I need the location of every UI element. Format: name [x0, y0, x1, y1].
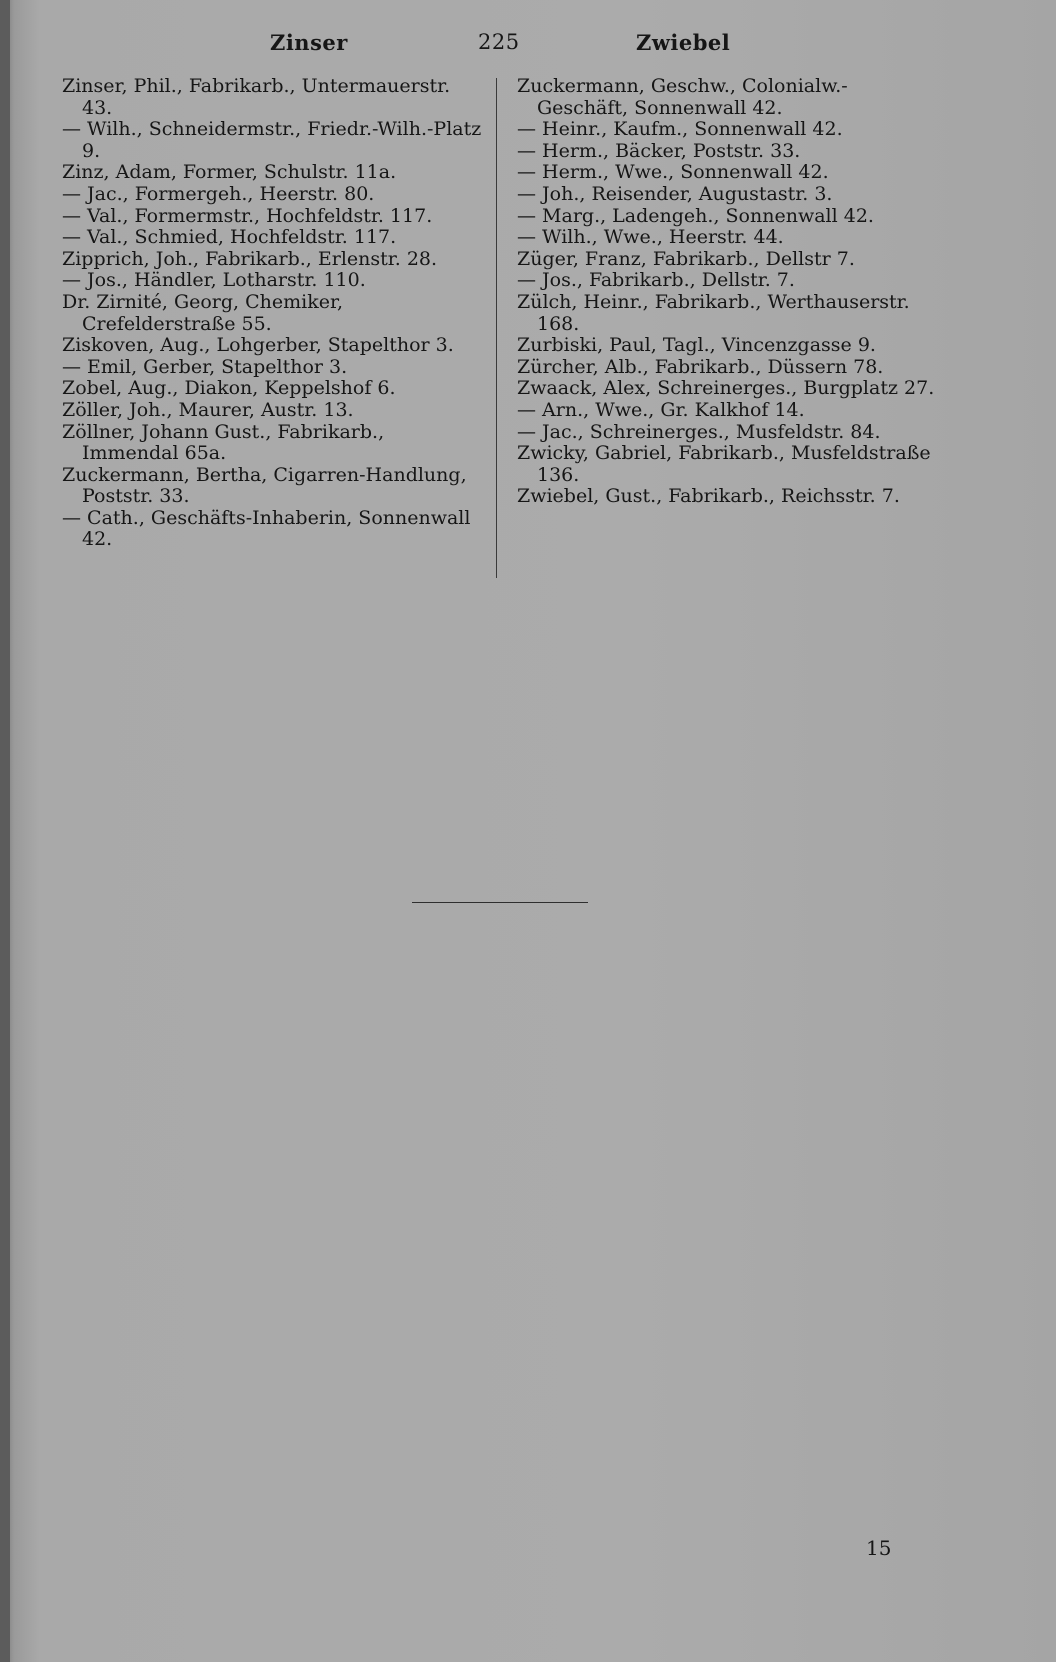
- directory-entry: — Arn., Wwe., Gr. Kalkhof 14.: [517, 398, 805, 421]
- directory-entry: — Val., Schmied, Hochfeldstr. 117.: [62, 226, 397, 249]
- directory-entry: Zürcher, Alb., Fabrikarb., Düssern 78.: [517, 355, 884, 378]
- section-end-rule: [412, 902, 588, 903]
- left-column: [62, 76, 484, 551]
- directory-entry: Ziskoven, Aug., Lohgerber, Stapelthor 3.: [62, 334, 454, 357]
- directory-entry: Zuckermann, Geschw., Colonialw.-Geschäft, Sonnenwall 42.: [517, 75, 848, 119]
- page-header: [60, 30, 990, 62]
- directory-entry: Züger, Franz, Fabrikarb., Dellstr 7.: [517, 247, 855, 270]
- directory-entry: Zwiebel, Gust., Fabrikarb., Reichsstr. 7.: [517, 485, 900, 508]
- directory-entry: — Jac., Formergeh., Heerstr. 80.: [62, 182, 375, 205]
- directory-entry: Zobel, Aug., Diakon, Keppelshof 6.: [62, 377, 396, 400]
- column-divider: [496, 78, 497, 578]
- header-left-keyword: Zinser: [270, 30, 348, 55]
- directory-entry: — Marg., Ladengeh., Sonnenwall 42.: [517, 204, 874, 227]
- directory-entry: Zurbiski, Paul, Tagl., Vincenzgasse 9.: [517, 334, 876, 357]
- header-right-keyword: Zwiebel: [636, 30, 731, 55]
- directory-entry: Zöller, Joh., Maurer, Austr. 13.: [62, 398, 354, 421]
- directory-entry: Zwaack, Alex, Schreinerges., Burgplatz 27.: [517, 377, 935, 400]
- directory-entry: — Wilh., Schneidermstr., Friedr.-Wilh.-Platz 9.: [62, 118, 482, 162]
- directory-entry: — Jac., Schreinerges., Musfeldstr. 84.: [517, 420, 881, 443]
- directory-entry: — Val., Formermstr., Hochfeldstr. 117.: [62, 204, 433, 227]
- directory-entry: — Cath., Geschäfts-Inhaberin, Sonnenwall 42.: [62, 506, 471, 551]
- directory-entry: — Joh., Reisender, Augustastr. 3.: [517, 182, 833, 205]
- directory-entry: Zwicky, Gabriel, Fabrikarb., Musfeldstraße 136.: [517, 442, 931, 486]
- directory-entry: — Herm., Wwe., Sonnenwall 42.: [517, 161, 829, 184]
- book-spine-shadow: [0, 0, 10, 1662]
- directory-entry: Zipprich, Joh., Fabrikarb., Erlenstr. 28.: [62, 247, 438, 270]
- directory-entry: Zöllner, Johann Gust., Fabrikarb., Immendal 65a.: [62, 420, 385, 465]
- directory-entry: — Herm., Bäcker, Poststr. 33.: [517, 139, 801, 162]
- page-number: 225: [478, 30, 520, 54]
- directory-entry: Zülch, Heinr., Fabrikarb., Werthauserstr. 168.: [517, 290, 910, 335]
- directory-entry: — Emil, Gerber, Stapelthor 3.: [62, 355, 348, 378]
- sheet-signature-mark: 15: [866, 1536, 892, 1560]
- directory-entry: Zuckermann, Bertha, Cigarren-Handlung, Poststr. 33.: [62, 463, 467, 508]
- right-column: [517, 76, 937, 508]
- directory-entry: Dr. Zirnité, Georg, Chemiker, Crefelderstraße 55.: [62, 290, 344, 335]
- directory-entry: — Heinr., Kaufm., Sonnenwall 42.: [517, 118, 843, 141]
- directory-entry: Zinser, Phil., Fabrikarb., Untermauerstr. 43.: [62, 75, 451, 119]
- directory-entry: — Wilh., Wwe., Heerstr. 44.: [517, 226, 784, 249]
- directory-entry: — Jos., Händler, Lotharstr. 110.: [62, 269, 366, 292]
- directory-entry: — Jos., Fabrikarb., Dellstr. 7.: [517, 269, 795, 292]
- directory-entry: Zinz, Adam, Former, Schulstr. 11a.: [62, 161, 397, 184]
